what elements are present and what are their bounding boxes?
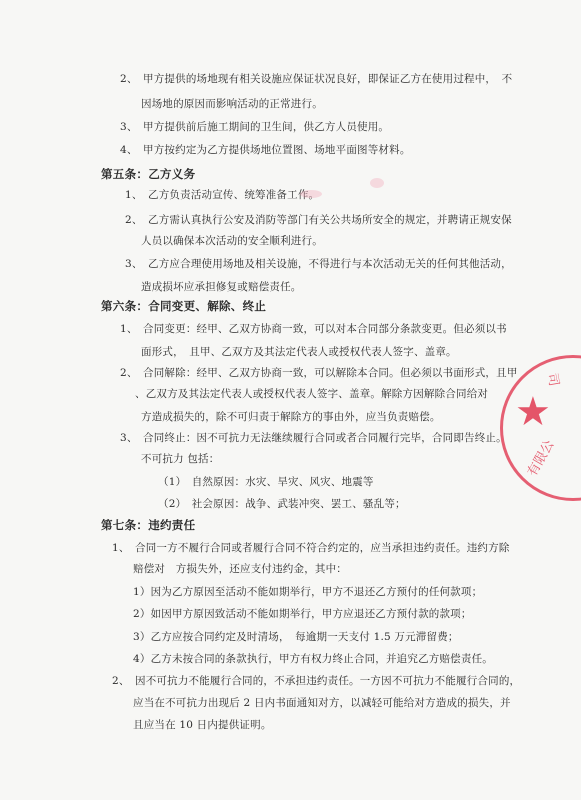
ink-smudge <box>370 178 384 188</box>
clause-4: 4、 甲方按约定为乙方提供场地位置图、场地平面图等材料。 <box>120 144 411 156</box>
article-5-heading: 第五条：乙方义务 <box>101 167 196 181</box>
ink-smudge <box>300 190 322 198</box>
art5-item-2-line-1: 2、 乙方需认真执行公安及消防等部门有关公共场所安全的规定，并聘请正规安保 <box>125 214 512 226</box>
seal-text-bottom: 有限公 <box>524 437 558 480</box>
art7-item-1-line-2: 赔偿对 方损失外，还应支付违约金，其中： <box>133 563 347 575</box>
clause-2-line-1: 2、 甲方提供的场地现有相关设施应保证状况良好，即保证乙方在使用过程中， 不 <box>120 73 513 85</box>
art5-item-2-line-2: 人员以确保本次活动的安全顺利进行。 <box>141 235 323 247</box>
art5-item-1: 1、 乙方负责活动宣传、统筹准备工作。 <box>125 189 320 201</box>
art6-item-1-line-2: 面形式， 且甲、乙双方及其法定代表人或授权代表人签字、盖章。 <box>141 346 457 358</box>
clause-2-line-2: 因场地的原因而影响活动的正常进行。 <box>141 98 323 110</box>
art6-item-2-line-3: 方造成损失的，除不可归责于解除方的事由外，应当负责赔偿。 <box>141 411 441 423</box>
art6-item-3-line-2: 不可抗力 包括： <box>141 453 220 465</box>
seal-star-icon: ★ <box>515 389 551 435</box>
art7-item-2-line-2: 应当在不可抗力出现后 2 日内书面通知对方，以减轻可能给对方造成的损失，并 <box>133 697 511 709</box>
art7-item-1-line-1: 1、 合同一方不履行合同或者履行合同不符合约定的，应当承担违约责任。违约方除 <box>112 542 510 554</box>
art7-sub-3: 3）乙方应按合同约定及时清场， 每逾期一天支付 1.5 万元滞留费； <box>133 631 459 643</box>
art7-sub-1: 1）因为乙方原因至活动不能如期举行，甲方不退还乙方预付的任何款项； <box>133 586 483 598</box>
seal-text-top: 司 <box>544 372 562 388</box>
art7-sub-4: 4）乙方未按合同的条款执行，甲方有权力终止合同，并追究乙方赔偿责任。 <box>133 653 493 665</box>
art6-item-2-line-2: 、乙双方及其法定代表人或授权代表人签字、盖章。解除方因解除合同给对 <box>135 388 489 400</box>
clause-3: 3、 甲方提供前后施工期间的卫生间，供乙方人员使用。 <box>120 121 390 133</box>
article-7-heading: 第七条：违约责任 <box>101 518 196 532</box>
art6-sub-1: （1） 自然原因：水灾、旱灾、风灾、地震等 <box>158 476 374 488</box>
art6-sub-2: （2） 社会原因：战争、武装冲突、罢工、骚乱等； <box>158 498 406 510</box>
art7-item-2-line-1: 2、 因不可抗力不能履行合同的，不承担违约责任。一方因不可抗力不能履行合同的， <box>112 675 521 687</box>
article-6-heading: 第六条：合同变更、解除、终止 <box>101 299 267 313</box>
art5-item-3-line-2: 造成损坏应承担修复或赔偿责任。 <box>141 281 302 293</box>
art6-item-3-line-1: 3、 合同终止：因不可抗力无法继续履行合同或者合同履行完毕，合同即告终止。 <box>120 432 507 444</box>
art6-item-1-line-1: 1、 合同变更：经甲、乙双方协商一致，可以对本合同部分条款变更。但必须以书 <box>120 323 507 335</box>
art6-item-2-line-1: 2、 合同解除：经甲、乙双方协商一致，可以解除本合同。但必须以书面形式，且甲 <box>120 367 518 379</box>
art7-item-2-line-3: 且应当在 10 日内提供证明。 <box>133 719 272 731</box>
art7-sub-2: 2）如因甲方原因致活动不能如期举行，甲方应退还乙方预付款的款项； <box>133 608 472 620</box>
art5-item-3-line-1: 3、 乙方应合理使用场地及相关设施，不得进行与本次活动无关的任何其他活动， <box>125 258 512 270</box>
